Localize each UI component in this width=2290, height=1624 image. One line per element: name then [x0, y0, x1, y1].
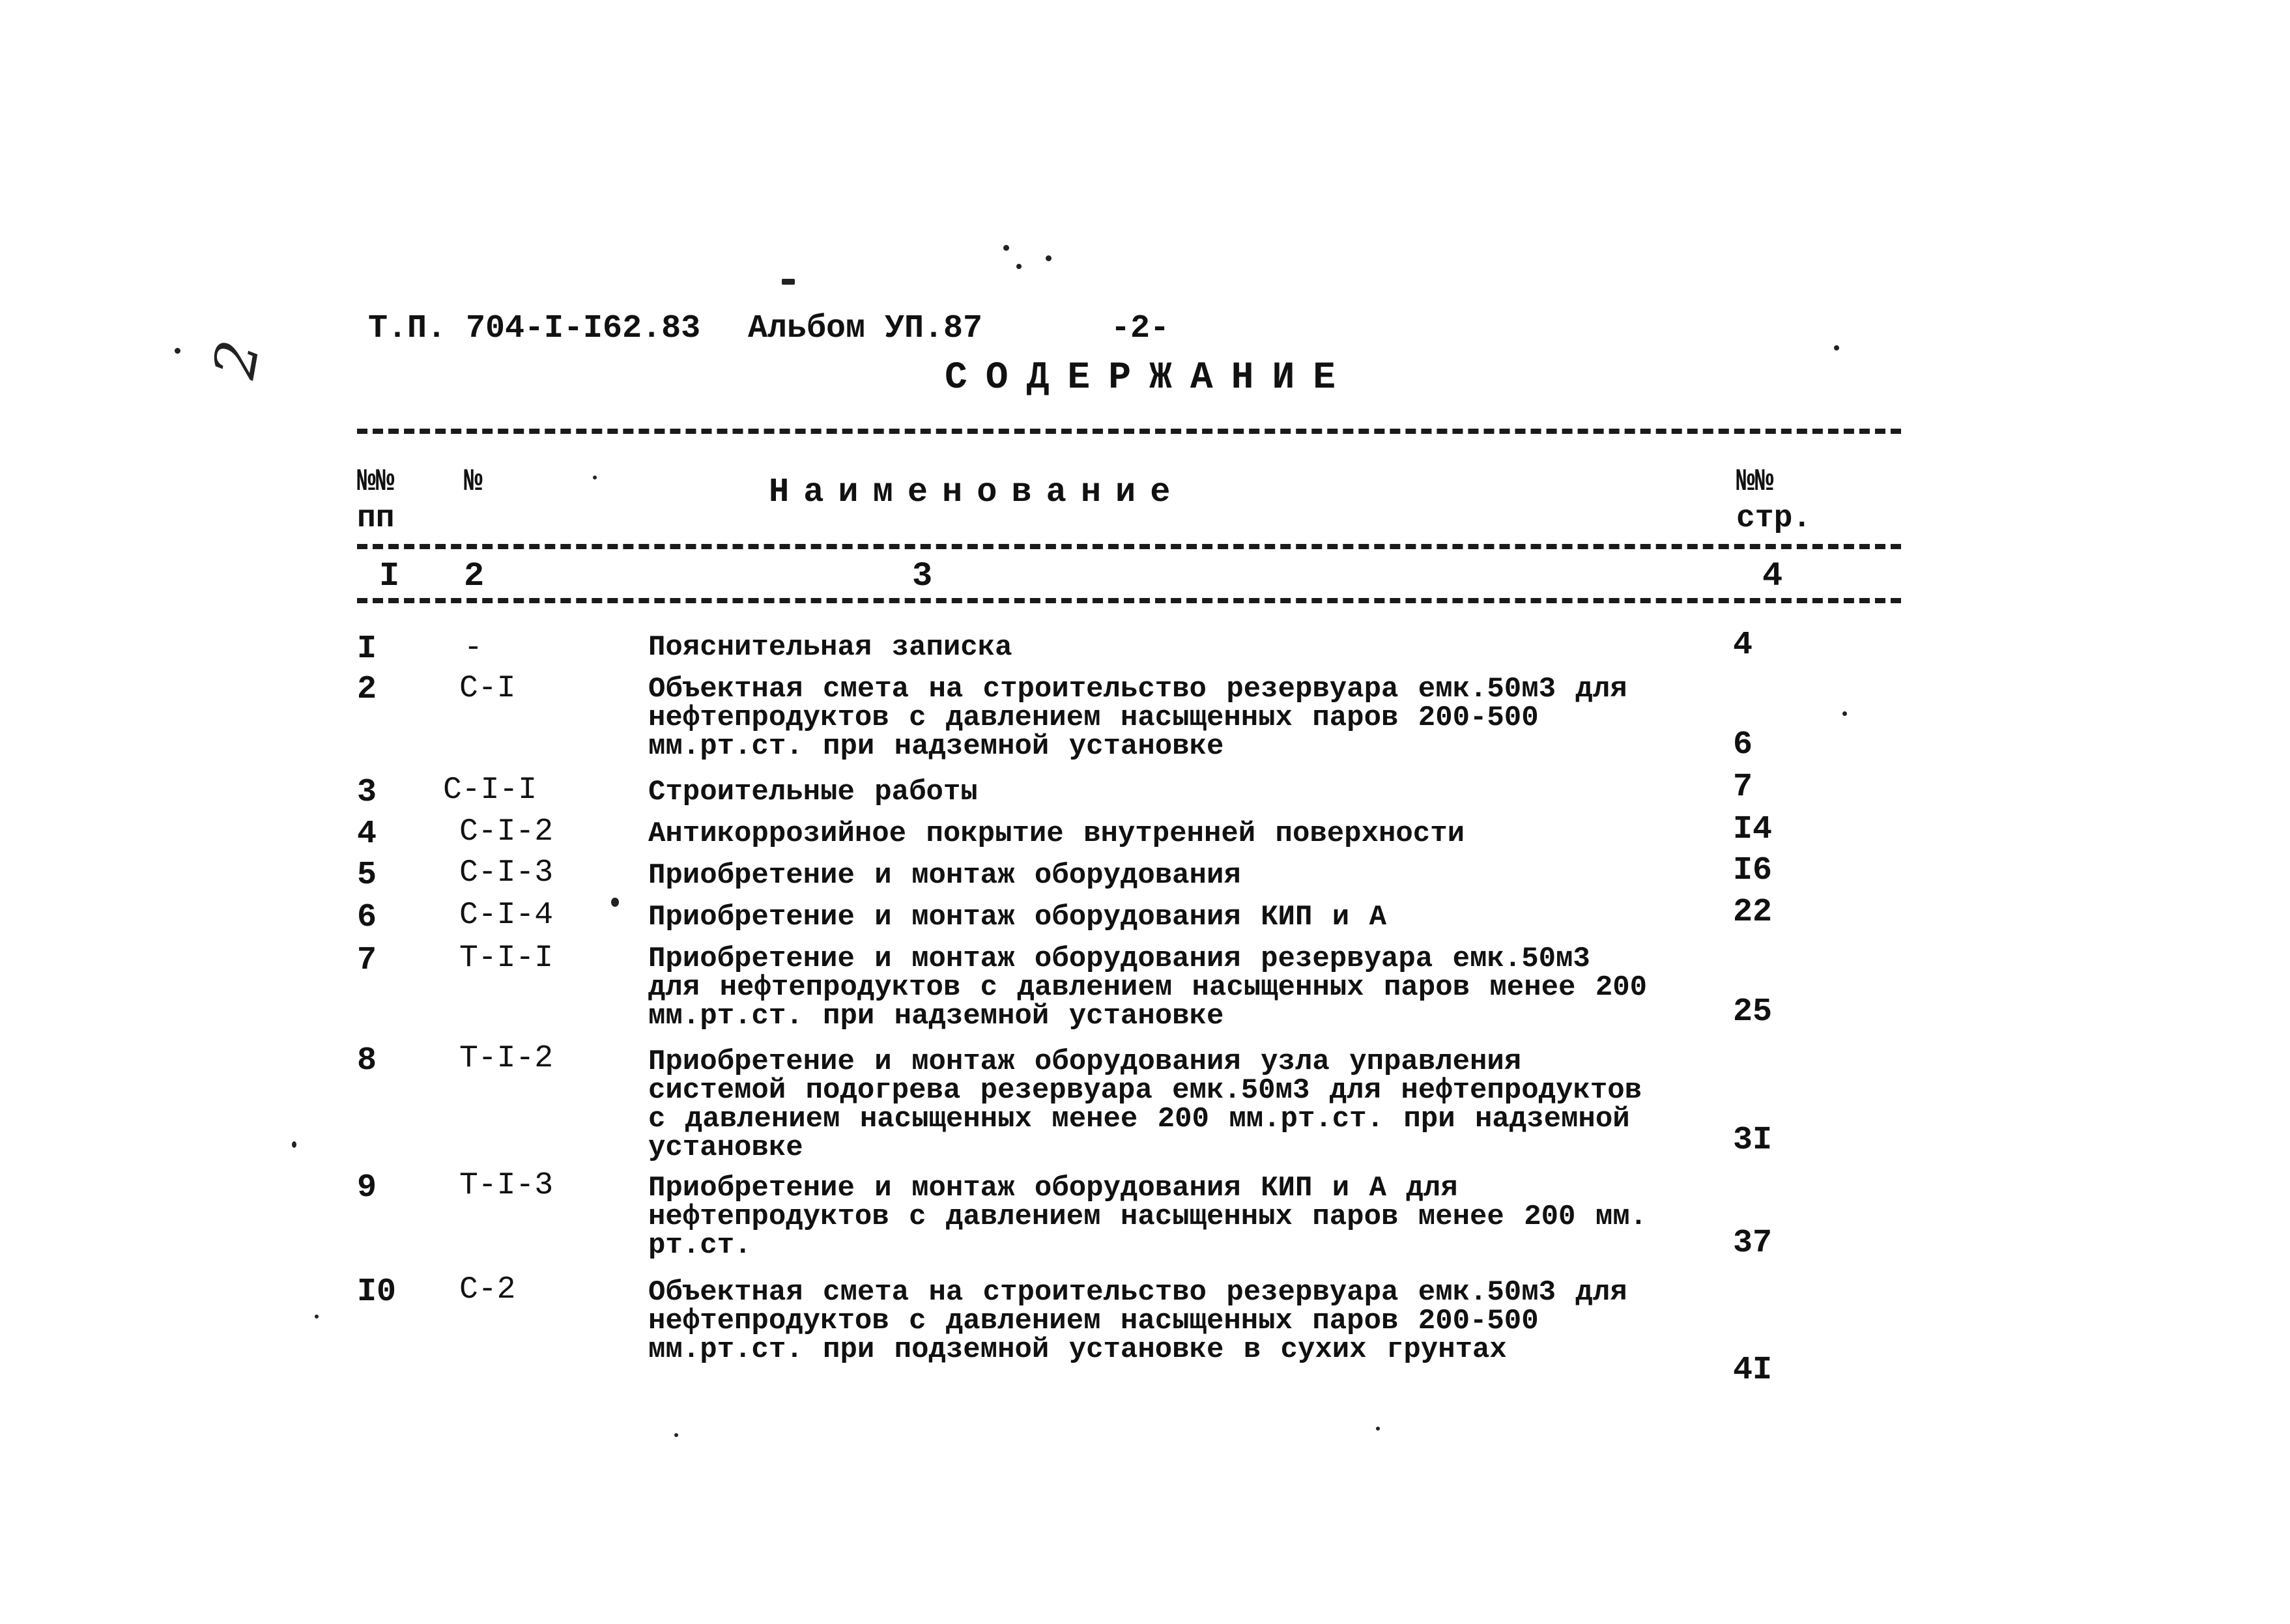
row-number: I0: [357, 1274, 397, 1311]
row-title: Приобретение и монтаж оборудования КИП и А для нефтепродуктов с давлением насыщенных паров менее 200 мм. рт.ст.: [648, 1172, 1648, 1262]
row-title: Приобретение и монтаж оборудования узла управления системой подогрева резервуара емк.50м3 для нефтепродуктов с давлением насыщенных менее 200 мм.рт.ст. при надземной установке: [648, 1046, 1642, 1164]
scan-speck: [1834, 345, 1839, 350]
row-title: Приобретение и монтаж оборудования: [648, 859, 1241, 892]
row-code: Т-I-2: [459, 1041, 554, 1076]
row-code: Т-I-3: [459, 1168, 554, 1203]
row-number: 6: [357, 899, 377, 936]
row-code: С-I-2: [459, 814, 554, 849]
scan-speck: [292, 1141, 296, 1148]
row-number: 9: [357, 1169, 377, 1206]
row-number: 4: [357, 816, 377, 853]
row-page: 7: [1733, 769, 1753, 806]
row-number: I: [357, 631, 377, 668]
row-title: Приобретение и монтаж оборудования резервуара емк.50м3 для нефтепродуктов с давлением насыщенных паров менее 200 мм.рт.ст. при надземной установке: [648, 943, 1648, 1033]
row-number: 7: [357, 942, 377, 979]
row-code: -: [464, 631, 483, 666]
row-number: 8: [357, 1042, 377, 1079]
scan-speck: [593, 476, 597, 479]
handwritten-page-mark: 2: [200, 335, 273, 384]
column-header-code: №: [464, 464, 483, 500]
scan-speck: [1842, 711, 1847, 716]
row-page: 25: [1733, 993, 1773, 1031]
row-page: 4: [1733, 627, 1753, 664]
row-code: С-I: [459, 671, 516, 706]
row-code: С-I-I: [443, 773, 537, 808]
scan-speck: [674, 1433, 678, 1437]
column-index-4: 4: [1762, 557, 1783, 595]
row-page: 22: [1733, 894, 1773, 931]
scan-speck: [1003, 245, 1009, 251]
scan-speck: [782, 279, 795, 285]
row-page: 6: [1733, 726, 1753, 763]
row-code: С-2: [459, 1272, 516, 1307]
page-number: -2-: [1111, 310, 1170, 347]
column-header-name: Наименование: [769, 473, 1185, 511]
row-page: 3I: [1733, 1122, 1773, 1159]
album-number: Альбом УП.87: [748, 310, 983, 347]
row-title: Пояснительная записка: [648, 631, 1012, 664]
divider-middle: [357, 544, 1901, 549]
scan-speck: [1046, 255, 1052, 261]
column-header-page: №№ стр.: [1736, 464, 1812, 536]
row-number: 5: [357, 857, 377, 894]
page-title: СОДЕРЖАНИЕ: [945, 357, 1354, 399]
divider-top: [357, 429, 1901, 434]
column-index-3: 3: [912, 557, 933, 595]
row-page: I4: [1733, 811, 1773, 848]
row-number: 2: [357, 671, 377, 708]
scan-speck: [175, 348, 180, 354]
row-title: Строительные работы: [648, 776, 978, 808]
document-code: Т.П. 704-I-I62.83: [368, 310, 701, 347]
row-page: 37: [1733, 1225, 1773, 1262]
column-header-number: №№ пп: [357, 464, 395, 536]
row-page: 4I: [1733, 1352, 1773, 1389]
row-code: С-I-4: [459, 898, 554, 933]
scan-speck: [611, 898, 619, 907]
row-title: Приобретение и монтаж оборудования КИП и А: [648, 901, 1386, 933]
row-title: Объектная смета на строительство резервуара емк.50м3 для нефтепродуктов с давлением насыщенных паров 200-500 мм.рт.ст. при надземной установке: [648, 673, 1627, 763]
scan-speck: [1376, 1427, 1380, 1431]
row-number: 3: [357, 774, 377, 811]
row-page: I6: [1733, 852, 1773, 889]
row-title: Антикоррозийное покрытие внутренней поверхности: [648, 818, 1465, 850]
scan-speck: [315, 1315, 319, 1318]
scan-speck: [1016, 264, 1022, 269]
row-code: Т-I-I: [459, 941, 554, 976]
column-index-2: 2: [464, 557, 485, 595]
column-index-1: I: [379, 557, 400, 595]
row-code: С-I-3: [459, 855, 554, 890]
row-title: Объектная смета на строительство резервуара емк.50м3 для нефтепродуктов с давлением насыщенных паров 200-500 мм.рт.ст. при подземной установке в сухих грунтах: [648, 1276, 1627, 1366]
divider-bottom: [357, 598, 1901, 603]
